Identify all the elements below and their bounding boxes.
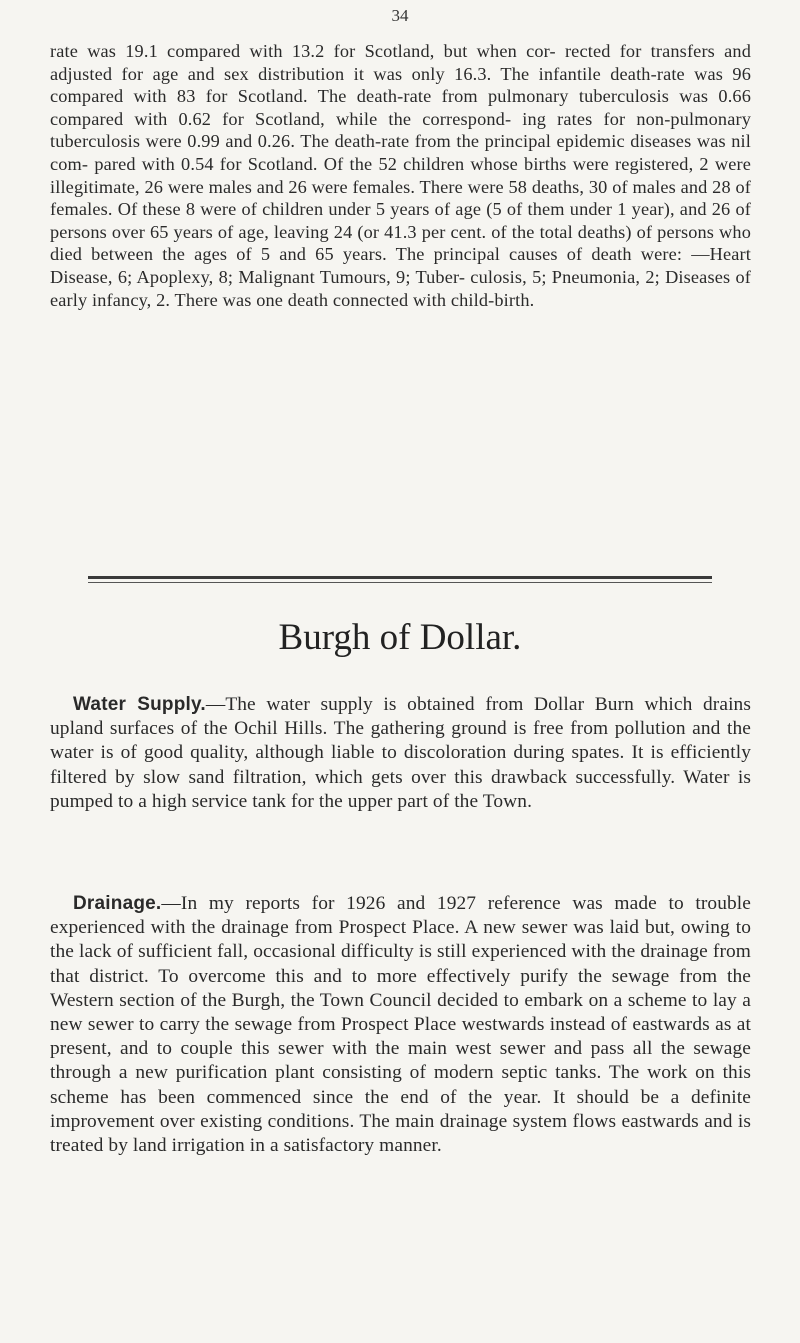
section-title: Burgh of Dollar. [278,617,522,658]
page-number: 34 [391,6,409,25]
drainage-paragraph [50,892,751,1158]
section-divider-thick [88,576,712,579]
water-supply-heading: Water Supply. [73,694,206,715]
intro-paragraph: rate was 19.1 compared with 13.2 for Scotland, but when cor- rected for transfers and adjusted for age and sex distribution it was only 16.3. The infantile death-rate was 96 compared with 83 for Scotland. The death-rate from pulmonary tuberculosis was 0.66 compared with 0.62 for Scotland, while the correspond- ing rates for non-pulmonary tuberculosis were 0.99 and 0.26. The death-rate from the principal epidemic diseases was nil com- pared with 0.54 for Scotland. Of the 52 children whose births were registered, 2 were illegitimate, 26 were males and 26 were females. There were 58 deaths, 30 of males and 28 of females. Of these 8 were of children under 5 years of age (5 of them under 1 year), and 26 of persons over 65 years of age, leaving 24 (or 41.3 per cent. of the total deaths) of persons who died between the ages of 5 and 65 years. The principal causes of death were: —Heart Disease, 6; Apoplexy, 8; Malignant Tumours, 9; Tuber- culosis, 5; Pneumonia, 2; Diseases of early infancy, 2. There was one death connected with child-birth. [50,41,751,310]
water-supply-text: —The water supply is obtained from Dollar Burn which drains upland surfaces of the Ochil Hills. The gathering ground is free from pollution and the water is of good quality, although liable to discoloration during spates. It is efficiently filtered by slow sand filtration, which gets over this drawback successfully. Water is pumped to a high service tank for the upper part of the Town. [50,694,751,812]
water-supply-paragraph [50,693,751,814]
drainage-heading: Drainage. [73,893,162,914]
drainage-text: —In my reports for 1926 and 1927 reference was made to trouble experienced with the drainage from Prospect Place. A new sewer was laid but, owing to the lack of sufficient fall, occasional difficulty is still experienced with the drainage from that district. To overcome this and to more effectively purify the sewage from the Western section of the Burgh, the Town Council decided to embark on a scheme to lay a new sewer to carry the sewage from Prospect Place westwards instead of eastwards as at present, and to couple this sewer with the main west sewer and pass all the sewage through a new purification plant consisting of modern septic tanks. The work on this scheme has been commenced since the end of the year. It should be a definite improvement over existing conditions. The main drainage system flows eastwards and is treated by land irrigation in a satisfactory manner. [50,893,751,1157]
section-divider-thin [88,582,712,583]
